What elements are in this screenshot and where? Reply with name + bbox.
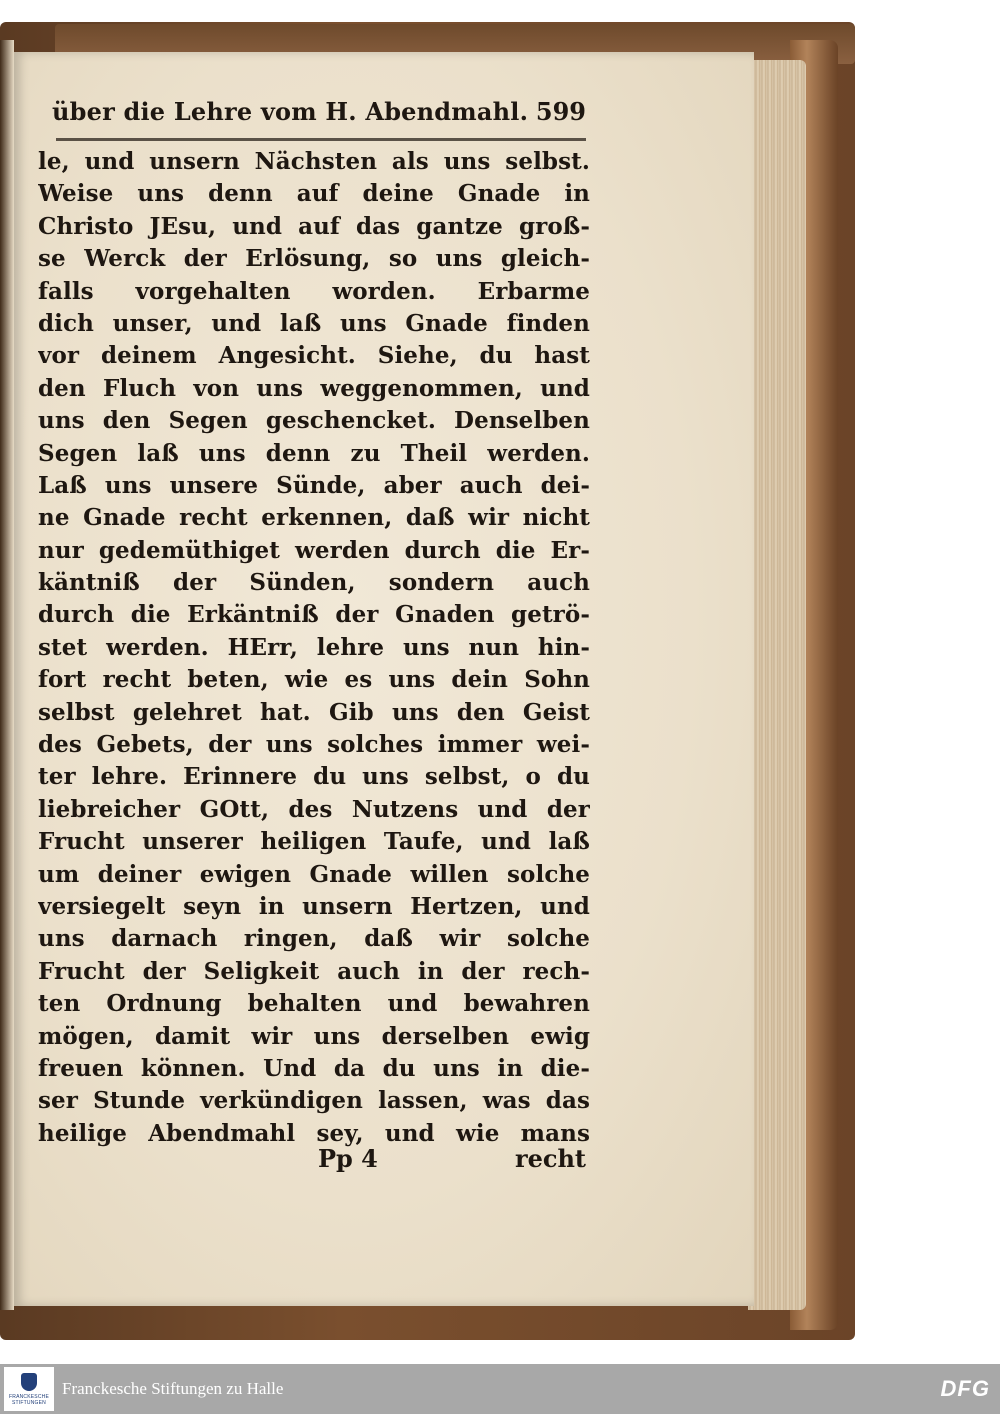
text-line: käntniß der Sünden, sondern auch: [38, 569, 590, 597]
text-line: le, und unsern Nächsten als uns selbst.: [38, 148, 590, 175]
text-line: mögen, damit wir uns derselben ewig: [38, 1022, 590, 1050]
page-number: 599: [535, 97, 586, 126]
text-line: versiegelt seyn in unsern Hertzen, und: [38, 892, 590, 920]
head-rule: [56, 138, 586, 141]
text-line: Frucht unserer heiligen Taufe, und laß: [38, 828, 590, 856]
facing-page-sliver: [0, 40, 14, 1310]
text-line: des Gebets, der uns solches immer wei-: [38, 731, 590, 759]
viewer-footer-bar: [0, 1364, 1000, 1414]
text-line: Weise uns denn auf deine Gnade in: [38, 180, 590, 208]
running-head: [38, 92, 590, 132]
signature-mark: Pp 4: [318, 1144, 378, 1173]
page-stack-edges: [748, 60, 806, 1310]
text-line: durch die Erkäntniß der Gnaden getrö-: [38, 601, 590, 629]
text-line: den Fluch von uns weggenommen, und: [38, 374, 590, 402]
text-line: vor deinem Angesicht. Siehe, du hast: [38, 342, 590, 370]
text-line: heilige Abendmahl sey, und wie mans: [38, 1119, 590, 1147]
text-line: Frucht der Seligkeit auch in der rech-: [38, 957, 590, 985]
text-line: freuen können. Und da du uns in die-: [38, 1054, 590, 1082]
running-head-title: über die Lehre vom H. Abendmahl.: [52, 97, 529, 126]
text-line: fort recht beten, wie es uns dein Sohn: [38, 666, 590, 694]
catchword: recht: [514, 1144, 586, 1173]
text-line: ter lehre. Erinnere du uns selbst, o du: [38, 763, 590, 791]
text-line: ten Ordnung behalten und bewahren: [38, 990, 590, 1018]
logo-text-line-1: FRANCKESCHE: [9, 1394, 49, 1400]
signature-line: [38, 1141, 590, 1177]
logo-text-line-2: STIFTUNGEN: [12, 1400, 46, 1406]
text-line: liebreicher GOtt, des Nutzens und der: [38, 795, 590, 823]
text-line: nur gedemüthiget werden durch die Er-: [38, 536, 590, 564]
logo-text: [4, 1394, 54, 1406]
text-line: ne Gnade recht erkennen, daß wir nicht: [38, 504, 590, 532]
institution-name-link[interactable]: Franckesche Stiftungen zu Halle: [62, 1379, 284, 1398]
text-line: Laß uns unsere Sünde, aber auch dei-: [38, 471, 590, 499]
dfg-logo[interactable]: DFG: [940, 1376, 990, 1401]
text-line: um deiner ewigen Gnade willen solche: [38, 860, 590, 888]
text-line: selbst gelehret hat. Gib uns den Geist: [38, 698, 590, 726]
text-line: se Werck der Erlösung, so uns gleich-: [38, 245, 590, 273]
text-line: stet werden. HErr, lehre uns nun hin-: [38, 633, 590, 661]
text-line: uns den Segen geschencket. Denselben: [38, 407, 590, 435]
text-line: dich unser, und laß uns Gnade finden: [38, 309, 590, 337]
text-line: ser Stunde verkündigen lassen, was das: [38, 1087, 590, 1115]
crest-icon: [21, 1373, 37, 1391]
body-text: [38, 146, 590, 1150]
text-line: falls vorgehalten worden. Erbarme: [38, 277, 590, 305]
text-line: Christo JEsu, und auf das gantze groß-: [38, 212, 590, 240]
text-line: uns darnach ringen, daß wir solche: [38, 925, 590, 953]
text-line: Segen laß uns denn zu Theil werden.: [38, 439, 590, 467]
institution-logo[interactable]: [4, 1367, 54, 1411]
